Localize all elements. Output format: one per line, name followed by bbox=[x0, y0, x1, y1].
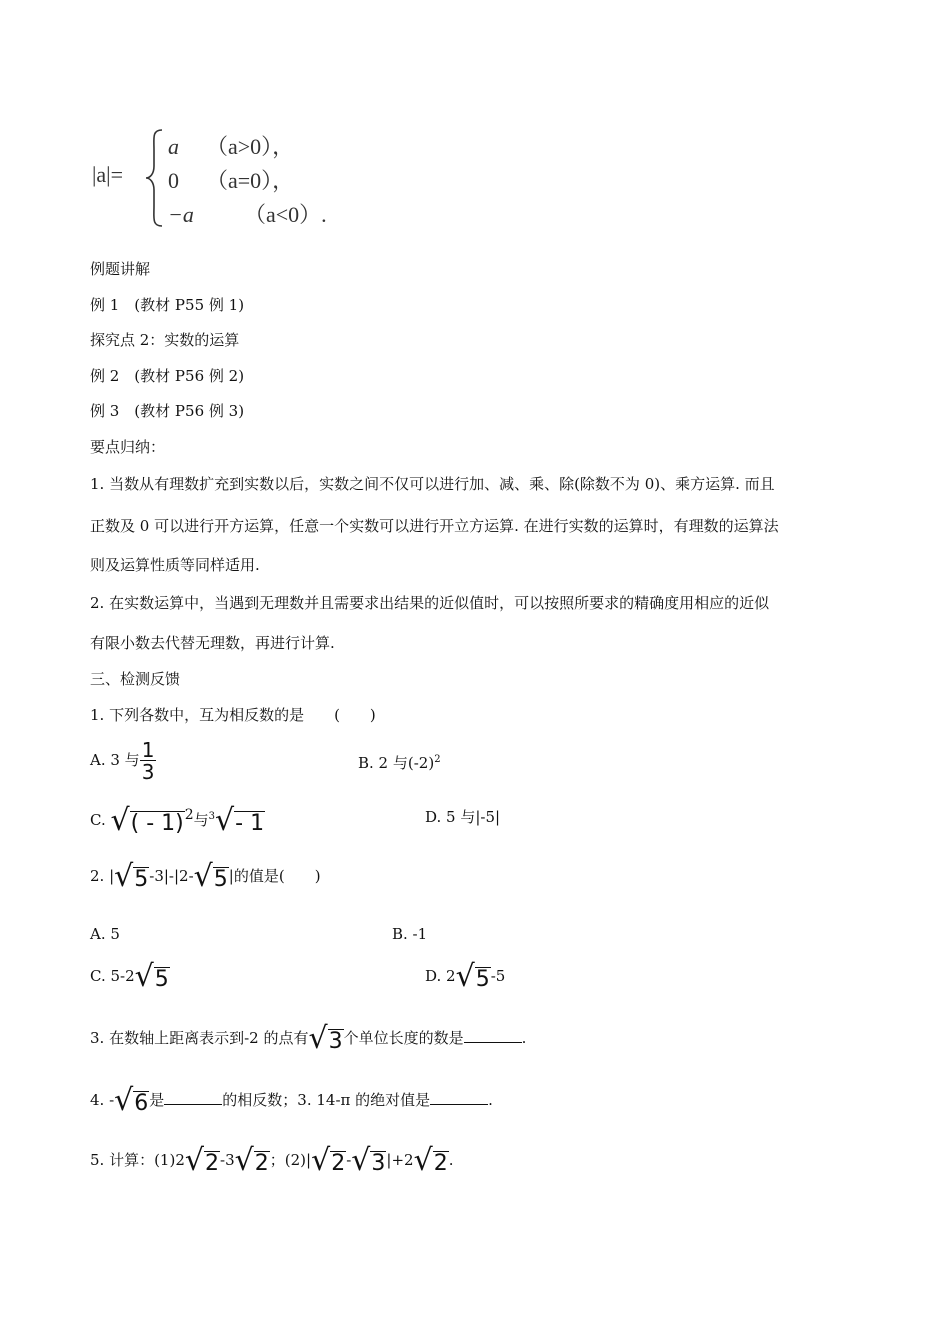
formula-case-2: 0 （a=0）， bbox=[168, 168, 295, 193]
example-2: 例 2 (教材 P56 例 2) bbox=[90, 367, 245, 385]
explore-point-2: 探究点 2：实数的运算 bbox=[90, 331, 240, 349]
radical-icon: √ bbox=[134, 959, 154, 994]
question-3: 3. 在数轴上距离表示到-2 的点有√3个单位长度的数是 . bbox=[90, 1021, 527, 1056]
question-2-option-c: C. 5-2√5 bbox=[90, 959, 169, 994]
example-3: 例 3 (教材 P56 例 3) bbox=[90, 402, 245, 420]
square-root: √6 bbox=[114, 1083, 149, 1118]
check-heading: 三、检测反馈 bbox=[90, 670, 181, 688]
question-1-option-c: C. √( - 1)$^2$与$^3$√- 1 bbox=[90, 803, 265, 838]
answer-blank[interactable] bbox=[164, 1092, 222, 1105]
radical-icon: √ bbox=[114, 859, 134, 894]
square-root: √3 bbox=[308, 1021, 343, 1056]
summary-1-line-2: 正数及 0 可以进行开方运算，任意一个实数可以进行开立方运算. 在进行实数的运算时，有理数的运算法 bbox=[90, 517, 779, 535]
square-root: √3 bbox=[351, 1143, 386, 1178]
square-root: √2 bbox=[311, 1143, 346, 1178]
answer-blank[interactable] bbox=[430, 1092, 488, 1105]
question-1-option-b: B. 2 与$(-2)^2$ bbox=[358, 754, 441, 772]
radical-icon: √ bbox=[234, 1143, 254, 1178]
radical-icon: √ bbox=[114, 1083, 134, 1118]
summary-2-line-2: 有限小数去代替无理数，再进行计算. bbox=[90, 634, 335, 652]
question-1-stem: 1. 下列各数中，互为相反数的是 ( ) bbox=[90, 706, 376, 724]
question-1-option-a: A. 3 与 $\frac{1}{3}$ bbox=[90, 738, 155, 784]
square-root: √( - 1) bbox=[110, 803, 184, 838]
radical-icon: √ bbox=[110, 803, 130, 838]
example-1: 例 1 (教材 P55 例 1) bbox=[90, 296, 245, 314]
curly-brace-icon bbox=[144, 128, 166, 228]
summary-2-line-1: 2. 在实数运算中，当遇到无理数并且需要求出结果的近似值时，可以按照所要求的精确度用相应的近似 bbox=[90, 594, 770, 612]
formula-case-3: −a （a<0）. bbox=[168, 202, 327, 227]
question-4: 4. -√6是 的相反数；3. 14-π 的绝对值是 . bbox=[90, 1083, 493, 1118]
question-2-option-d: D. 2√5-5 bbox=[425, 959, 506, 994]
radical-icon: √ bbox=[193, 859, 213, 894]
radical-icon: √ bbox=[351, 1143, 371, 1178]
formula-case-1: a （a>0）， bbox=[168, 134, 295, 159]
formula-lhs: |a|= bbox=[92, 162, 123, 187]
radical-icon: √ bbox=[311, 1143, 331, 1178]
question-2-option-b: B. -1 bbox=[392, 925, 428, 943]
square-root: √2 bbox=[413, 1143, 448, 1178]
answer-blank[interactable] bbox=[464, 1030, 522, 1043]
summary-heading: 要点归纳： bbox=[90, 438, 166, 456]
question-2-option-a: A. 5 bbox=[90, 925, 120, 943]
example-heading: 例题讲解 bbox=[90, 260, 151, 278]
radical-icon: √ bbox=[184, 1143, 204, 1178]
cube-root: √- 1 bbox=[215, 803, 265, 838]
square-root: √2 bbox=[184, 1143, 219, 1178]
question-2-stem: 2. |√5-3|-|2-√5|的值是( ) bbox=[90, 859, 321, 894]
square-root: √5 bbox=[193, 859, 228, 894]
question-5: 5. 计算：(1)2√2-3√2；(2)|√2-√3|+2√2. bbox=[90, 1143, 454, 1178]
square-root: √2 bbox=[234, 1143, 269, 1178]
square-root: √5 bbox=[455, 959, 490, 994]
radical-icon: √ bbox=[413, 1143, 433, 1178]
fraction: $\frac{1}{3}$ bbox=[141, 738, 155, 784]
question-1-option-d: D. 5 与|-5| bbox=[425, 808, 501, 826]
summary-1-line-3: 则及运算性质等同样适用. bbox=[90, 556, 260, 574]
square-root: √5 bbox=[134, 959, 169, 994]
absolute-value-formula bbox=[92, 122, 352, 232]
summary-1-line-1: 1. 当数从有理数扩充到实数以后，实数之间不仅可以进行加、减、乘、除(除数不为 0)、乘方运算. 而且 bbox=[90, 475, 775, 493]
radical-icon: √ bbox=[215, 803, 235, 838]
radical-icon: √ bbox=[308, 1021, 328, 1056]
square-root: √5 bbox=[114, 859, 149, 894]
radical-icon: √ bbox=[455, 959, 475, 994]
